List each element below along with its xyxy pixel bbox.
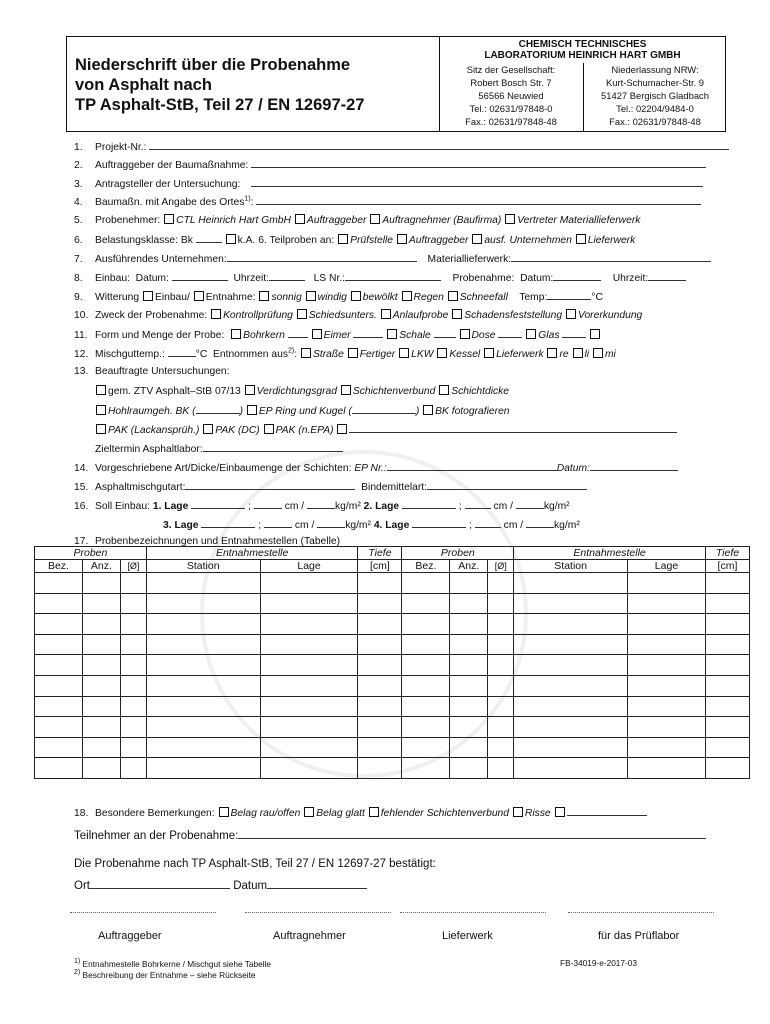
table-cell[interactable]	[260, 655, 358, 676]
zieltermin-field[interactable]	[203, 442, 343, 452]
table-cell[interactable]	[358, 696, 402, 717]
table-cell[interactable]	[358, 655, 402, 676]
table-cell[interactable]	[35, 593, 83, 614]
table-cell[interactable]	[82, 573, 120, 594]
baumassnahme-field[interactable]	[256, 195, 701, 205]
lage4-kg[interactable]	[526, 518, 554, 528]
row-witterung: 9. Witterung Einbau/ Entnahme: sonnig windig bewölkt Regen Schneefall Temp: °C	[74, 292, 603, 303]
mischguttemp-field[interactable]	[168, 347, 196, 357]
table-row	[35, 737, 750, 758]
lab-name-2: LABORATORIUM HEINRICH HART GMBH	[484, 50, 681, 61]
cb-pak-lack[interactable]	[96, 424, 106, 434]
branch-address: Niederlassung NRW: Kurt-Schumacher-Str. 9 51427 Bergisch Gladbach Tel.: 02204/9484-0 Fax.: 02631/97848-48	[583, 63, 726, 131]
cb-mi[interactable]	[593, 348, 603, 358]
table-cell[interactable]	[82, 614, 120, 635]
table-cell[interactable]	[514, 737, 628, 758]
cb-lieferwerk-2[interactable]	[484, 348, 494, 358]
table-cell[interactable]	[514, 758, 628, 779]
table-cell[interactable]	[35, 717, 83, 738]
head-office-address: Sitz der Gesellschaft: Robert Bosch Str. 7 56566 Neuwied Tel.: 02631/97848-0 Fax.: 02631/97848-48	[465, 64, 557, 127]
table-cell[interactable]	[120, 737, 146, 758]
table-cell[interactable]	[120, 593, 146, 614]
table-cell[interactable]	[628, 634, 706, 655]
table-cell[interactable]	[705, 675, 749, 696]
schale-qty[interactable]	[434, 328, 456, 338]
table-cell[interactable]	[35, 573, 83, 594]
footnote-2: $^{2)}$ Beschreibung der Entnahme – siehe Rückseite	[74, 969, 256, 980]
table-cell[interactable]	[628, 758, 706, 779]
table-cell[interactable]	[35, 675, 83, 696]
row-asphaltmischgut: 15. Asphaltmischgutart: Bindemittelart:	[74, 480, 587, 493]
lage3-kg[interactable]	[317, 518, 345, 528]
row-untersuchungen-c: PAK (Lackansprüh.) PAK (DC) PAK (n.EPA)	[95, 423, 677, 436]
table-cell[interactable]	[628, 717, 706, 738]
cb-tp-auftraggeber[interactable]	[397, 234, 407, 244]
row-probenbezeichnungen: 17. Probenbezeichnungen und Entnahmestellen (Tabelle)	[74, 536, 341, 547]
lage2-kg[interactable]	[516, 499, 544, 509]
table-row	[35, 614, 750, 635]
table-cell[interactable]	[628, 593, 706, 614]
table-cell[interactable]	[628, 573, 706, 594]
table-cell[interactable]	[402, 717, 450, 738]
table-cell[interactable]	[358, 717, 402, 738]
cb-ausf-unternehmen[interactable]	[472, 234, 482, 244]
cb-ctl[interactable]	[164, 214, 174, 224]
table-row	[35, 573, 750, 594]
title-line-2: von Asphalt nach	[75, 76, 212, 94]
cb-belag-glatt[interactable]	[304, 807, 314, 817]
table-cell[interactable]	[450, 675, 488, 696]
cb-einbau[interactable]	[143, 291, 153, 301]
row-auftraggeber: 2. Auftraggeber der Baumaßnahme:	[74, 158, 706, 171]
cb-schneefall[interactable]	[448, 291, 458, 301]
table-row	[35, 758, 750, 779]
table-cell[interactable]	[488, 758, 514, 779]
cb-pruefstelle[interactable]	[338, 234, 348, 244]
cb-kessel[interactable]	[437, 348, 447, 358]
cb-schale[interactable]	[387, 329, 397, 339]
row-probenehmer: 5. Probenehmer: CTL Heinrich Hart GmbH Auftraggeber Auftragnehmer (Baufirma) Vertreter Materiallieferwerk	[74, 215, 641, 226]
lage1-kg[interactable]	[307, 499, 335, 509]
table-cell[interactable]	[402, 696, 450, 717]
sonstige-unters-field[interactable]	[349, 423, 677, 433]
table-cell[interactable]	[488, 675, 514, 696]
table-cell[interactable]	[450, 634, 488, 655]
ep-nr-field[interactable]	[387, 461, 557, 471]
table-group-header: Proben Entnahmestelle Tiefe Proben Entnahmestelle Tiefe	[35, 547, 750, 560]
document-code: FB-34019-e-2017-03	[560, 958, 638, 968]
table-cell[interactable]	[82, 737, 120, 758]
cb-sonnig[interactable]	[259, 291, 269, 301]
cb-fehlender-verbund[interactable]	[369, 807, 379, 817]
table-cell[interactable]	[514, 573, 628, 594]
row-zweck: 10. Zweck der Probenahme: Kontrollprüfung Schiedsunters. Anlaufprobe Schadensfeststellung Vorerkundung	[74, 310, 643, 321]
table-cell[interactable]	[705, 737, 749, 758]
einbau-uhrzeit-field[interactable]	[269, 271, 305, 281]
cb-entnahme[interactable]	[194, 291, 204, 301]
cb-anlaufprobe[interactable]	[381, 309, 391, 319]
table-cell[interactable]	[260, 737, 358, 758]
table-cell[interactable]	[358, 573, 402, 594]
signature-line-prueflabor[interactable]	[568, 912, 714, 913]
title-line-1: Niederschrift über die Probenahme	[75, 56, 351, 74]
table-cell[interactable]	[705, 573, 749, 594]
lage2-field[interactable]	[402, 499, 456, 509]
form-title	[67, 37, 440, 131]
unternehmen-field[interactable]	[227, 252, 417, 262]
cb-verdichtungsgrad[interactable]	[245, 385, 255, 395]
table-cell[interactable]	[260, 573, 358, 594]
table-cell[interactable]	[402, 593, 450, 614]
ls-nr-field[interactable]	[345, 271, 441, 281]
table-cell[interactable]	[358, 614, 402, 635]
row-form-menge: 11. Form und Menge der Probe: Bohrkern Eimer Schale Dose Glas	[74, 328, 602, 341]
signature-line-auftraggeber[interactable]	[70, 912, 216, 913]
cb-auftragnehmer[interactable]	[370, 214, 380, 224]
table-row	[35, 696, 750, 717]
cb-eimer[interactable]	[312, 329, 322, 339]
signature-label-auftraggeber: Auftraggeber	[98, 930, 162, 942]
bemerkungen-field[interactable]	[567, 806, 647, 816]
table-cell[interactable]	[402, 614, 450, 635]
footnote-1: $^{1)}$ Entnahmestelle Bohrkerne / Mischgut siehe Tabelle	[74, 958, 272, 969]
table-cell[interactable]	[488, 655, 514, 676]
table-cell[interactable]	[514, 717, 628, 738]
confirm-text: Die Probenahme nach TP Asphalt-StB, Teil 27 / EN 12697-27 bestätigt:	[74, 858, 436, 870]
signature-line-lieferwerk[interactable]	[400, 912, 546, 913]
table-cell[interactable]	[628, 696, 706, 717]
table-cell[interactable]	[488, 634, 514, 655]
lage4-field[interactable]	[412, 518, 466, 528]
table-cell[interactable]	[146, 737, 260, 758]
table-cell[interactable]	[35, 634, 83, 655]
cb-re[interactable]	[547, 348, 557, 358]
table-cell[interactable]	[82, 758, 120, 779]
table-cell[interactable]	[514, 696, 628, 717]
bindemittel-field[interactable]	[427, 480, 587, 490]
cb-pak-epa[interactable]	[264, 424, 274, 434]
table-cell[interactable]	[514, 593, 628, 614]
table-cell[interactable]	[120, 717, 146, 738]
table-cell[interactable]	[146, 593, 260, 614]
cb-schichtdicke[interactable]	[439, 385, 449, 395]
table-cell[interactable]	[358, 634, 402, 655]
lab-name-1: CHEMISCH TECHNISCHES	[518, 39, 647, 50]
header-box	[66, 36, 726, 132]
table-cell[interactable]	[120, 696, 146, 717]
sample-table	[34, 546, 750, 779]
row-soll-einbau-1: 16. Soll Einbau: 1. Lage ; cm / kg/m² 2. Lage ; cm / kg/m²	[74, 501, 570, 512]
table-cell[interactable]	[402, 573, 450, 594]
lage2-cm[interactable]	[465, 499, 491, 509]
dose-qty[interactable]	[498, 328, 522, 338]
table-cell[interactable]	[120, 675, 146, 696]
row-zieltermin: Zieltermin Asphaltlabor:	[95, 442, 343, 455]
table-cell[interactable]	[705, 717, 749, 738]
table-cell[interactable]	[705, 614, 749, 635]
table-cell[interactable]	[705, 655, 749, 676]
table-cell[interactable]	[628, 614, 706, 635]
cb-bewoelkt[interactable]	[351, 291, 361, 301]
table-cell[interactable]	[705, 758, 749, 779]
probenahme-uhrzeit-field[interactable]	[648, 271, 686, 281]
cb-ka[interactable]	[226, 234, 236, 244]
signature-label-prueflabor: für das Prüflabor	[598, 930, 680, 942]
table-cell[interactable]	[450, 614, 488, 635]
materiallieferwerk-field[interactable]	[511, 252, 711, 262]
table-cell[interactable]	[628, 655, 706, 676]
table-cell[interactable]	[450, 717, 488, 738]
eimer-qty[interactable]	[353, 328, 383, 338]
table-cell[interactable]	[146, 675, 260, 696]
schichten-datum-field[interactable]	[590, 461, 678, 471]
table-cell[interactable]	[146, 717, 260, 738]
ep-ring-field[interactable]	[352, 404, 416, 414]
table-cell[interactable]	[260, 614, 358, 635]
cb-bk-foto[interactable]	[423, 405, 433, 415]
table-cell[interactable]	[146, 696, 260, 717]
cb-ep-ring[interactable]	[247, 405, 257, 415]
table-cell[interactable]	[146, 758, 260, 779]
table-cell[interactable]	[260, 717, 358, 738]
table-cell[interactable]	[35, 737, 83, 758]
table-cell[interactable]	[35, 758, 83, 779]
table-cell[interactable]	[705, 634, 749, 655]
cb-schichtenverbund[interactable]	[341, 385, 351, 395]
datum-field[interactable]	[267, 879, 367, 889]
cb-dose[interactable]	[460, 329, 470, 339]
table-cell[interactable]	[402, 655, 450, 676]
hohlraum-field[interactable]	[196, 404, 240, 414]
row-baumassnahme: 4. Baumaßn. mit Angabe des Ortes$^{1)}$:	[74, 195, 701, 208]
probenahme-datum-field[interactable]	[553, 271, 601, 281]
row-teilnehmer: Teilnehmer an der Probenahme:	[74, 829, 706, 842]
table-cell[interactable]	[488, 696, 514, 717]
table-cell[interactable]	[35, 696, 83, 717]
cb-bohrkern[interactable]	[231, 329, 241, 339]
table-cell[interactable]	[120, 655, 146, 676]
table-cell[interactable]	[628, 675, 706, 696]
row-untersuchungen: 13. Beauftragte Untersuchungen:	[74, 366, 230, 377]
table-cell[interactable]	[82, 634, 120, 655]
lage3-field[interactable]	[201, 518, 255, 528]
table-cell[interactable]	[402, 634, 450, 655]
table-cell[interactable]	[120, 614, 146, 635]
row-untersuchungen-b: Hohlraumgeh. BK ( ) EP Ring und Kugel ( ) BK fotografieren	[95, 404, 510, 417]
cb-risse[interactable]	[513, 807, 523, 817]
lage3-cm[interactable]	[264, 518, 292, 528]
cb-belag-rau[interactable]	[219, 807, 229, 817]
cb-windig[interactable]	[306, 291, 316, 301]
lage4-cm[interactable]	[475, 518, 501, 528]
table-cell[interactable]	[358, 675, 402, 696]
table-cell[interactable]	[514, 634, 628, 655]
table-cell[interactable]	[705, 696, 749, 717]
table-cell[interactable]	[402, 737, 450, 758]
glas-qty[interactable]	[562, 328, 586, 338]
cb-fertiger[interactable]	[348, 348, 358, 358]
row-ort-datum: Ort Datum	[74, 879, 367, 892]
table-cell[interactable]	[488, 717, 514, 738]
cb-pak-dc[interactable]	[203, 424, 213, 434]
lage1-field[interactable]	[191, 499, 245, 509]
cb-sonstige-unters[interactable]	[337, 424, 347, 434]
title-line-3: TP Asphalt-StB, Teil 27 / EN 12697-27	[75, 96, 365, 114]
cb-li[interactable]	[573, 348, 583, 358]
table-row	[35, 593, 750, 614]
lage1-cm[interactable]	[254, 499, 282, 509]
table-cell[interactable]	[488, 614, 514, 635]
cb-lieferwerk[interactable]	[576, 234, 586, 244]
cb-vertreter[interactable]	[505, 214, 515, 224]
table-cell[interactable]	[260, 634, 358, 655]
table-cell[interactable]	[260, 696, 358, 717]
table-cell[interactable]	[450, 758, 488, 779]
table-cell[interactable]	[120, 758, 146, 779]
table-cell[interactable]	[705, 593, 749, 614]
cb-sonstige-bem[interactable]	[555, 807, 565, 817]
table-cell[interactable]	[450, 593, 488, 614]
table-cell[interactable]	[146, 614, 260, 635]
row-schichten: 14. Vorgeschriebene Art/Dicke/Einbaumenge der Schichten: EP Nr.: Datum:	[74, 461, 678, 474]
cb-regen[interactable]	[402, 291, 412, 301]
cb-glas[interactable]	[526, 329, 536, 339]
table-cell[interactable]	[514, 655, 628, 676]
cb-ztv[interactable]	[96, 385, 106, 395]
table-row	[35, 655, 750, 676]
einbau-datum-field[interactable]	[172, 271, 228, 281]
ort-field[interactable]	[90, 879, 230, 889]
row-untersuchungen-a: gem. ZTV Asphalt–StB 07/13 Verdichtungsgrad Schichtenverbund Schichtdicke	[95, 385, 509, 397]
table-cell[interactable]	[488, 737, 514, 758]
row-soll-einbau-2: 3. Lage ; cm / kg/m² 4. Lage ; cm / kg/m²	[163, 520, 580, 531]
cb-auftraggeber[interactable]	[295, 214, 305, 224]
bk-field[interactable]	[196, 233, 222, 243]
row-einbau: 8. Einbau: Datum: Uhrzeit: LS Nr.: Probenahme: Datum: Uhrzeit:	[74, 271, 686, 284]
table-cell[interactable]	[82, 696, 120, 717]
auftraggeber-field[interactable]	[251, 158, 706, 168]
projekt-nr-field[interactable]	[149, 140, 729, 150]
bohrkern-qty[interactable]	[288, 328, 308, 338]
teilnehmer-field[interactable]	[238, 829, 706, 839]
table-cell[interactable]	[514, 675, 628, 696]
table-cell[interactable]	[358, 737, 402, 758]
table-row	[35, 675, 750, 696]
antragsteller-field[interactable]	[251, 177, 703, 187]
table-cell[interactable]	[488, 593, 514, 614]
cb-schadensfeststellung[interactable]	[452, 309, 462, 319]
table-cell[interactable]	[35, 655, 83, 676]
table-cell[interactable]	[450, 655, 488, 676]
table-cell[interactable]	[488, 573, 514, 594]
signature-line-auftragnehmer[interactable]	[245, 912, 391, 913]
cb-sonstige[interactable]	[590, 329, 600, 339]
table-cell[interactable]	[628, 737, 706, 758]
cb-vorerkundung[interactable]	[566, 309, 576, 319]
cb-kontrollpruefung[interactable]	[211, 309, 221, 319]
row-mischguttemp: 12. Mischguttemp.: °C Entnommen aus$^{2)}$: Straße Fertiger LKW Kessel Lieferwerk re li mi	[74, 347, 616, 360]
table-cell[interactable]	[120, 634, 146, 655]
row-ausfuehrendes-unternehmen: 7. Ausführendes Unternehmen: Materiallieferwerk:	[74, 252, 711, 265]
table-cell[interactable]	[120, 573, 146, 594]
lab-info	[440, 37, 725, 131]
table-cell[interactable]	[450, 696, 488, 717]
table-cell[interactable]	[260, 758, 358, 779]
table-cell[interactable]	[450, 573, 488, 594]
table-row	[35, 634, 750, 655]
table-cell[interactable]	[402, 675, 450, 696]
table-cell[interactable]	[82, 675, 120, 696]
table-cell[interactable]	[82, 593, 120, 614]
cb-strasse[interactable]	[301, 348, 311, 358]
row-bemerkungen: 18. Besondere Bemerkungen: Belag rau/offen Belag glatt fehlender Schichtenverbund Risse	[74, 806, 647, 819]
row-antragsteller: 3. Antragsteller der Untersuchung:	[74, 177, 703, 190]
signature-label-lieferwerk: Lieferwerk	[442, 930, 493, 942]
table-row	[35, 717, 750, 738]
table-cell[interactable]	[514, 614, 628, 635]
table-cell[interactable]	[260, 675, 358, 696]
asphaltmischgut-field[interactable]	[185, 480, 355, 490]
table-cell[interactable]	[450, 737, 488, 758]
table-cell[interactable]	[146, 634, 260, 655]
table-cell[interactable]	[146, 573, 260, 594]
cb-schiedsunters[interactable]	[297, 309, 307, 319]
table-cell[interactable]	[260, 593, 358, 614]
table-cell[interactable]	[402, 758, 450, 779]
table-cell[interactable]	[358, 593, 402, 614]
table-sub-header: Bez. Anz. [Ø] Station Lage [cm] Bez. Anz. [Ø] Station Lage [cm]	[35, 560, 750, 573]
table-cell[interactable]	[82, 655, 120, 676]
table-cell[interactable]	[35, 614, 83, 635]
signature-label-auftragnehmer: Auftragnehmer	[273, 930, 346, 942]
row-belastungsklasse: 6. Belastungsklasse: Bk k.A. 6. Teilproben an: Prüfstelle Auftraggeber ausf. Unternehmen Lieferwerk	[74, 235, 636, 246]
table-cell[interactable]	[82, 717, 120, 738]
temp-field[interactable]	[547, 290, 591, 300]
row-projekt-nr: 1. Projekt-Nr.:	[74, 140, 729, 153]
cb-hohlraumgeh[interactable]	[96, 405, 106, 415]
table-cell[interactable]	[146, 655, 260, 676]
cb-lkw[interactable]	[399, 348, 409, 358]
table-cell[interactable]	[358, 758, 402, 779]
